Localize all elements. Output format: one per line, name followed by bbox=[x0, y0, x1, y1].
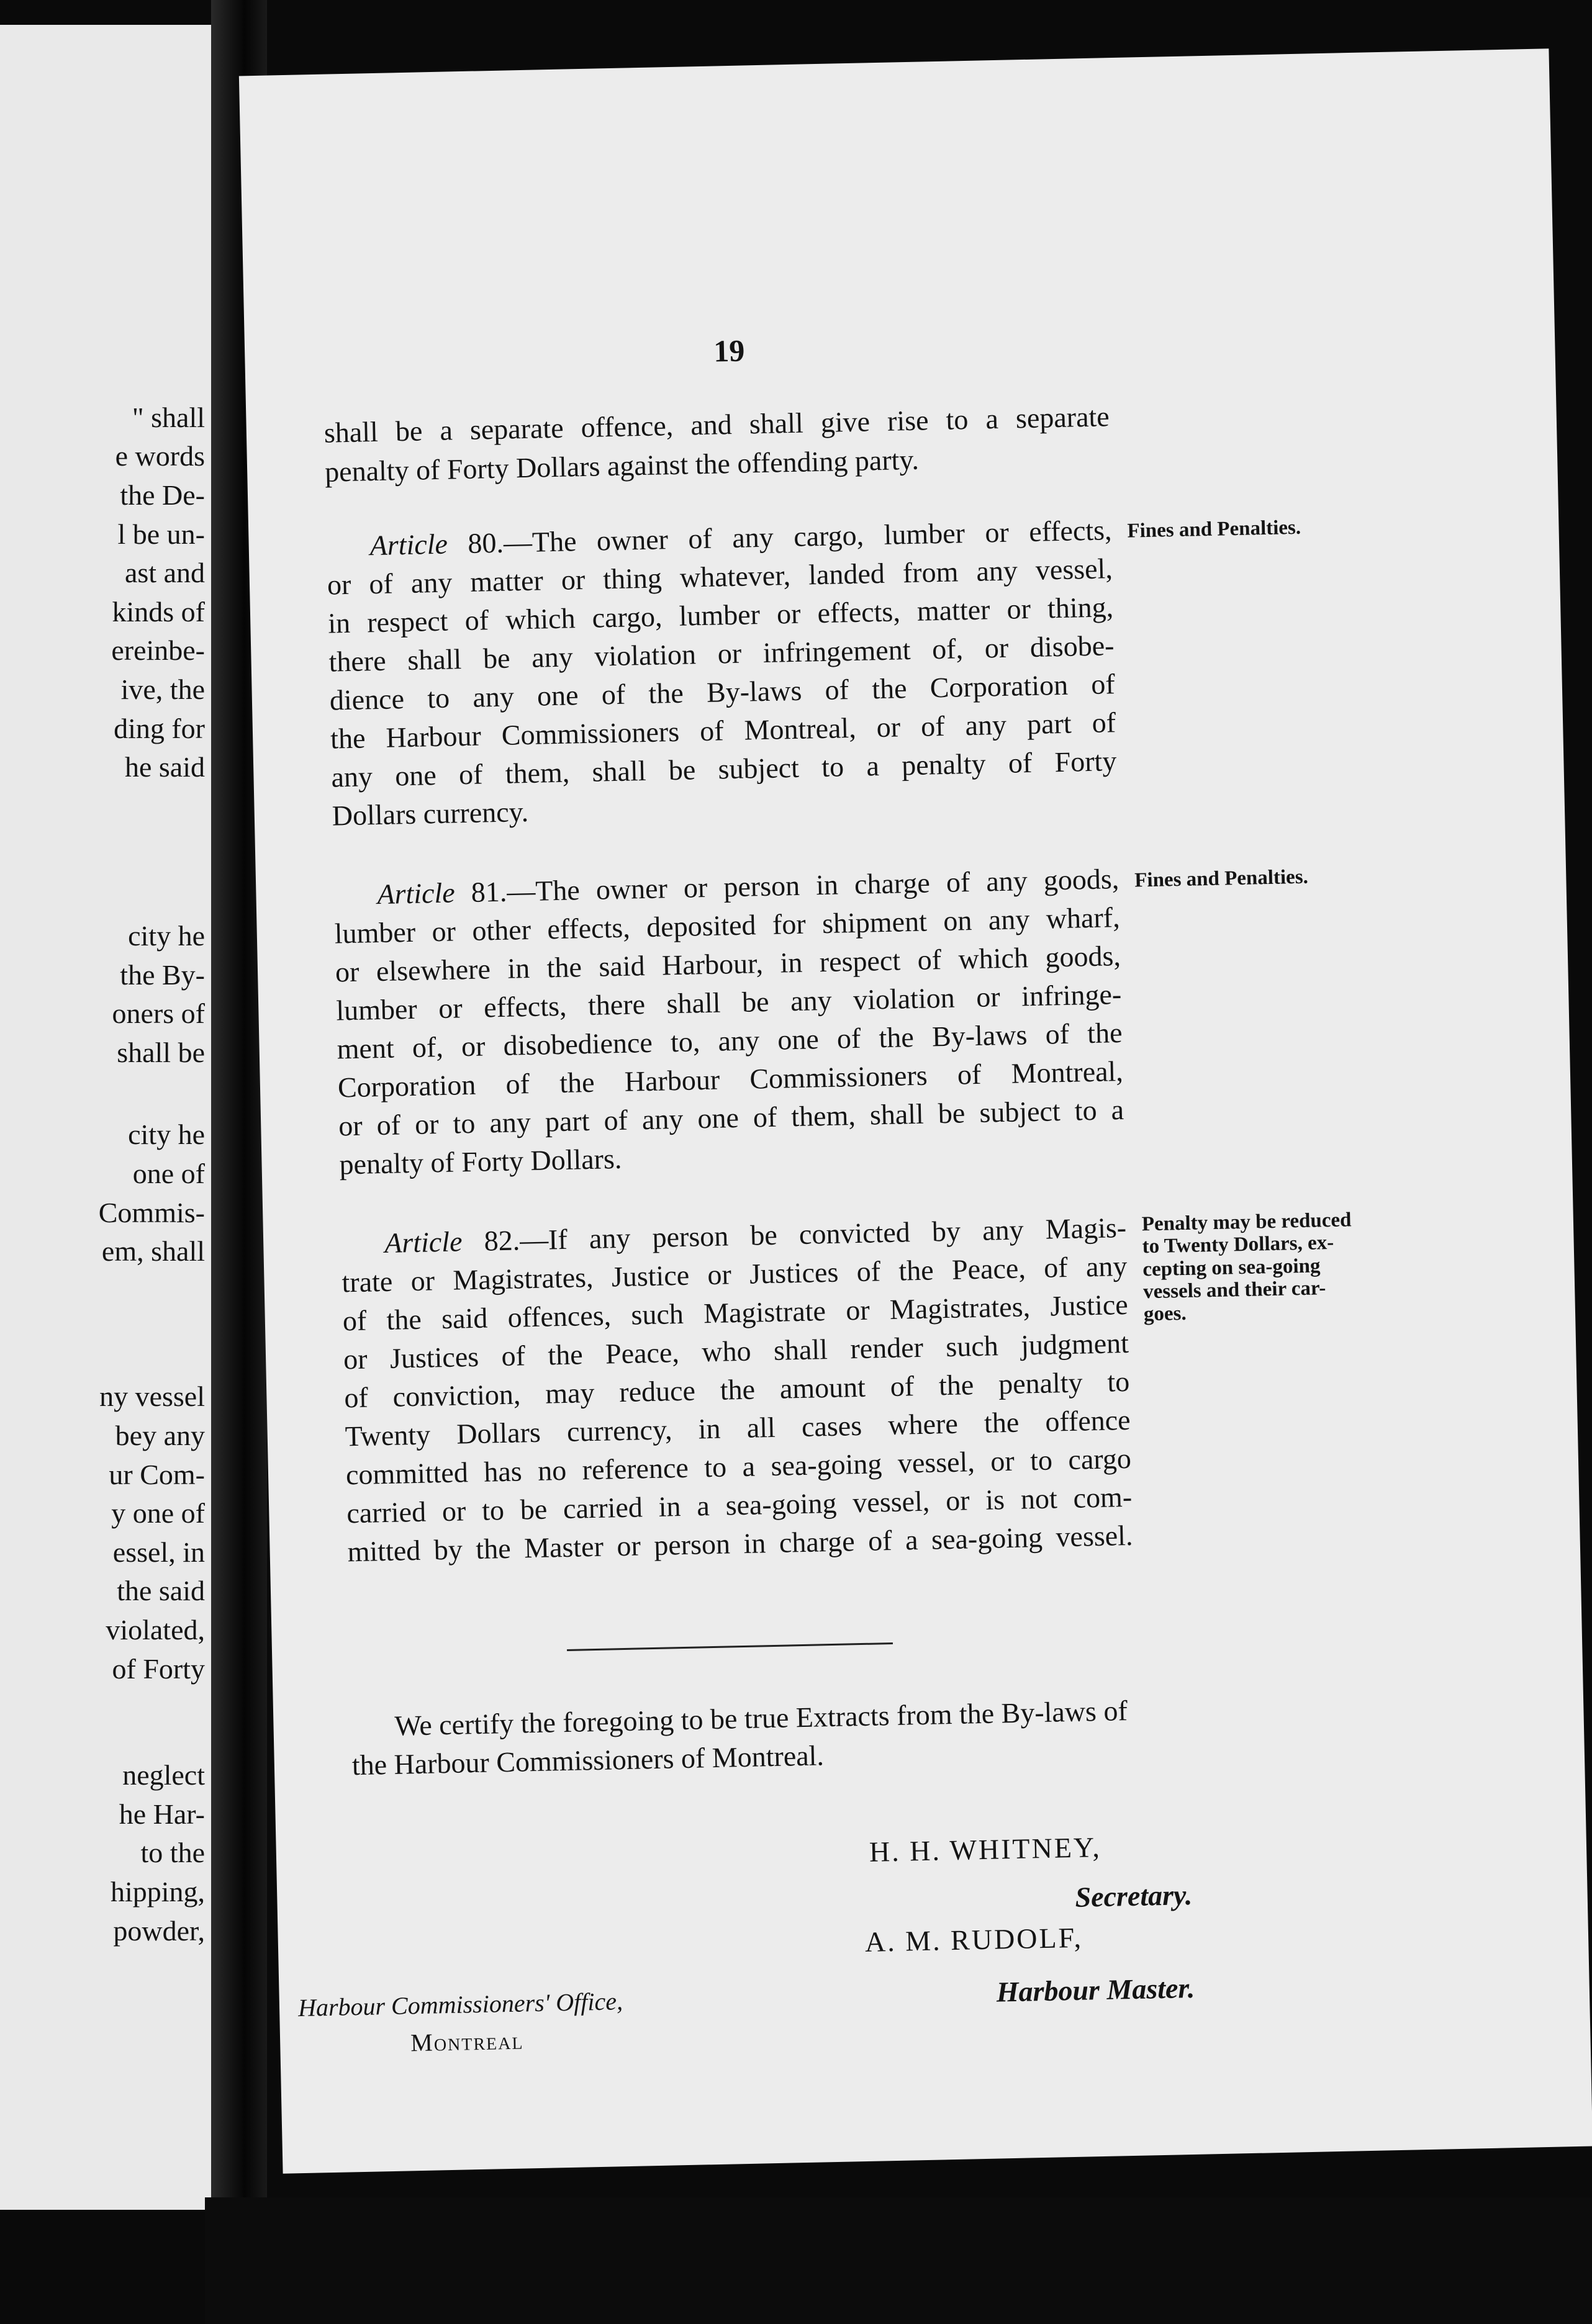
body-line: the Harbour Commissioners of Montreal, or of any part of bbox=[330, 706, 1116, 755]
left-fragment: kinds of bbox=[112, 596, 205, 628]
body-line: mitted by the Master or person in charge of a sea-going vessel. bbox=[347, 1519, 1133, 1568]
article-number: 80. bbox=[467, 526, 504, 559]
body-line: lumber or effects, there shall be any violation or infringe- bbox=[335, 978, 1122, 1027]
left-fragment: oners of bbox=[112, 998, 205, 1029]
body-line: in respect of which cargo, lumber or effects, matter or thing, bbox=[327, 591, 1114, 639]
left-fragment: bey any bbox=[115, 1420, 205, 1451]
article-label: Article bbox=[384, 1225, 463, 1259]
left-fragment: ereinbe- bbox=[111, 634, 205, 666]
body-line: Twenty Dollars currency, in all cases where the offence bbox=[345, 1403, 1131, 1452]
body-line: dience to any one of the By-laws of the Corporation of bbox=[329, 668, 1116, 716]
left-fragment: the By- bbox=[120, 959, 205, 991]
left-fragment: ur Com- bbox=[109, 1459, 205, 1490]
scan-border bbox=[205, 2197, 1592, 2324]
certification-line: We certify the foregoing to be true Extracts from the By-laws of bbox=[394, 1695, 1128, 1742]
signatory-title: Secretary. bbox=[1075, 1878, 1193, 1913]
left-fragment: y one of bbox=[111, 1497, 205, 1529]
left-fragment: city he bbox=[128, 920, 205, 952]
left-fragment: Commis- bbox=[98, 1197, 205, 1228]
body-line: of conviction, may reduce the amount of the penalty to bbox=[343, 1365, 1130, 1414]
left-fragment: city he bbox=[128, 1119, 205, 1150]
page-number: 19 bbox=[713, 333, 745, 369]
left-fragment: shall be bbox=[117, 1037, 205, 1068]
body-line: committed has no reference to a sea-going vessel, or to cargo bbox=[345, 1442, 1132, 1491]
body-line: or of or to any part of any one of them, shall be subject to a bbox=[338, 1093, 1124, 1142]
article-81-first-line bbox=[333, 865, 1119, 909]
left-fragment: neglect bbox=[122, 1759, 205, 1791]
article-label: Article bbox=[376, 876, 456, 911]
body-line: ment of, or disobedience to, any one of the By-laws of the bbox=[337, 1017, 1123, 1065]
left-fragment: he said bbox=[124, 751, 205, 783]
article-82-first-line bbox=[341, 1211, 1127, 1259]
signatory-name: A. M. RUDOLF, bbox=[864, 1921, 1083, 1958]
article-80-first-line bbox=[326, 516, 1112, 561]
left-fragment: em, shall bbox=[101, 1235, 205, 1267]
signatory-name: H. H. WHITNEY, bbox=[869, 1831, 1102, 1868]
page-19 bbox=[239, 48, 1592, 2173]
margin-note-line: Penalty may be reduced bbox=[1141, 1209, 1352, 1236]
left-fragment: ny vessel bbox=[99, 1380, 205, 1412]
previous-page bbox=[0, 25, 211, 2210]
section-divider bbox=[567, 1642, 893, 1651]
left-fragment: ive, the bbox=[120, 673, 205, 705]
left-fragment: one of bbox=[132, 1158, 205, 1189]
left-fragment: hipping, bbox=[110, 1876, 205, 1907]
left-fragment: violated, bbox=[106, 1614, 205, 1646]
margin-note-line: to Twenty Dollars, ex- bbox=[1142, 1232, 1334, 1258]
article-number: 82. bbox=[484, 1224, 520, 1257]
article-first-line-text: —The owner of any cargo, lumber or effects, bbox=[503, 514, 1112, 559]
body-line: lumber or other effects, deposited for shipment on any wharf, bbox=[334, 901, 1121, 950]
left-fragment: powder, bbox=[113, 1915, 205, 1947]
left-fragment: he Har- bbox=[119, 1798, 205, 1830]
body-line: or elsewhere in the said Harbour, in respect of which goods, bbox=[335, 940, 1121, 988]
body-line: trate or Magistrates, Justice or Justices of the Peace, of any bbox=[341, 1250, 1128, 1299]
body-line: or of any matter or thing whatever, landed from any vessel, bbox=[327, 552, 1113, 601]
body-line: or Justices of the Peace, who shall render such judgment bbox=[343, 1326, 1129, 1376]
signatory-title: Harbour Master. bbox=[996, 1971, 1195, 2008]
margin-note-line: cepting on sea-going bbox=[1142, 1254, 1321, 1281]
office-city: Montreal bbox=[410, 2026, 524, 2057]
certification-line: the Harbour Commissioners of Montreal. bbox=[351, 1739, 825, 1781]
margin-note bbox=[1142, 1208, 1393, 1326]
article-first-line-text: —If any person be convicted by any Magis- bbox=[519, 1211, 1127, 1256]
left-fragment: " shall bbox=[132, 402, 205, 433]
left-fragment: ding for bbox=[114, 713, 205, 744]
left-fragment: essel, in bbox=[112, 1536, 205, 1568]
left-fragment: e words bbox=[115, 440, 205, 472]
body-line: there shall be any violation or infringement of, or disobe- bbox=[328, 629, 1115, 678]
body-line: penalty of Forty Dollars against the offending party. bbox=[324, 443, 920, 488]
article-label: Article bbox=[369, 528, 448, 562]
article-number: 81. bbox=[471, 875, 507, 908]
margin-note: Fines and Penalties. bbox=[1134, 865, 1309, 892]
margin-note: Fines and Penalties. bbox=[1127, 516, 1301, 543]
body-line: shall be a separate offence, and shall give rise to a separate bbox=[323, 400, 1110, 449]
margin-note-line: vessels and their car- bbox=[1142, 1277, 1326, 1304]
left-fragment: l be un- bbox=[117, 518, 205, 550]
margin-note-line: goes. bbox=[1143, 1302, 1187, 1326]
left-fragment: ast and bbox=[124, 557, 205, 588]
office-line: Harbour Commissioners' Office, bbox=[297, 1987, 623, 2022]
body-line: of the said offences, such Magistrate or Magistrates, Justice bbox=[342, 1288, 1129, 1337]
body-line: any one of them, shall be subject to a penalty of Forty bbox=[330, 745, 1117, 793]
left-fragment: the De- bbox=[120, 479, 205, 511]
body-line: Corporation of the Harbour Commissioners of Montreal, bbox=[337, 1055, 1124, 1104]
left-fragment: to the bbox=[140, 1837, 205, 1868]
article-first-line-text: —The owner or person in charge of any goods, bbox=[506, 863, 1119, 908]
left-fragment: the said bbox=[117, 1575, 205, 1606]
left-fragment: of Forty bbox=[112, 1653, 205, 1685]
body-line: carried or to be carried in a sea-going vessel, or is not com- bbox=[346, 1480, 1133, 1529]
body-line: Dollars currency. bbox=[332, 795, 529, 832]
body-line: penalty of Forty Dollars. bbox=[339, 1142, 622, 1181]
